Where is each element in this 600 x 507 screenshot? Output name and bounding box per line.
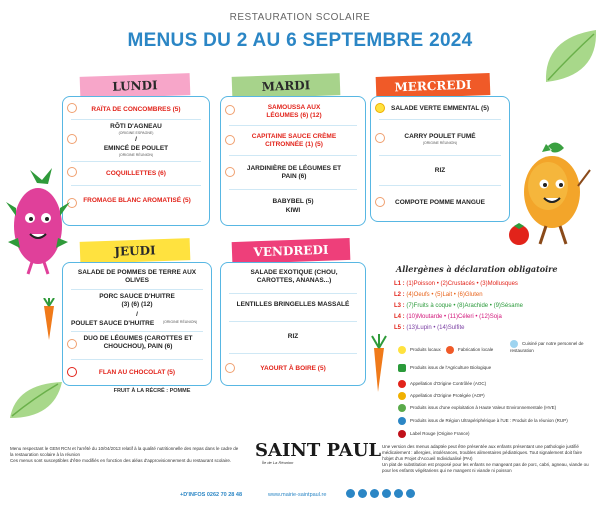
allergen-line: L3 : (7)Fruits à coque • (8)Arachide • (9)Sésame [394,303,523,309]
dish: SALADE EXOTIQUE (CHOU, CAROTTES, ANANAS...) [250,269,338,284]
symbol-hve: Produits issus d'une exploitation à Haute Valeur Environnementale (HVE) [398,404,556,412]
menu-card-mercredi [370,96,510,222]
separator [229,293,357,294]
dish: RÔTI D'AGNEAU [110,123,162,130]
separator [229,321,357,322]
allergen-line: L5 : (13)Lupin • (14)Sulfite [394,325,465,331]
hve-icon [398,404,406,412]
dish: BABYBEL (5) [272,198,314,205]
aoc-icon [398,380,406,388]
separator [71,161,201,162]
symbol-aop: Appellation d'Origine Protégée (AOP) [398,392,485,400]
local-icon [398,346,406,354]
dish: CARRY POULET FUMÉ [404,133,476,140]
local-product-icon [225,135,235,145]
allergen-line: L1 : (1)Poisson • (2)Crustacés • (3)Mollusques [394,281,518,287]
label-rouge-icon [398,430,406,438]
instagram-icon[interactable] [370,489,379,498]
separator [379,155,501,156]
day-tab-jeudi: JEUDI [80,238,191,264]
dish: / [135,136,137,143]
allergen-line: L2 : (4)Oeufs • (5)Lait • (6)Gluten [394,292,483,298]
separator [379,185,501,186]
dish-origin: (ORIGINE RÉUNION) [422,141,458,145]
local-product-icon [225,167,235,177]
leaf-icon [6,378,66,426]
chef-icon [510,340,518,348]
aop-icon [398,392,406,400]
snack-note: FRUIT À LA RÉCRÉ : POMME [113,388,191,394]
dish: JARDINIÈRE DE LÉGUMES ET PAIN (6) [246,165,342,180]
dish-origin: (ORIGINE RÉUNION) [118,153,154,157]
symbol-rup: Produits issus de Région Ultrapériphérique à l'UE : Produit de la réunion (RUP) [398,417,568,425]
factory-icon [446,346,454,354]
leaf-icon [540,28,600,88]
separator [71,331,203,332]
dish: COQUILLETTES (6) [106,170,166,177]
dragonfruit-mascot-illustration [2,168,72,278]
day-tab-vendredi: VENDREDI [232,238,351,264]
dish: LENTILLES BRINGELLES MASSALÉ [236,301,350,308]
symbol-bio: Produits issus de l'Agriculture Biologique [398,364,491,372]
dish: RAÏTA DE CONCOMBRES (5) [91,106,181,113]
allergen-line: L4 : (10)Moutarde • (11)Céleri • (12)Soja [394,314,502,320]
dish-origin: (ORIGINE RÉUNION) [163,320,198,324]
bio-icon [398,364,406,372]
dish: RIZ [434,167,446,174]
menu-card-vendredi [220,262,366,386]
dish: POULET SAUCE D'HUITRE [71,320,155,327]
symbol-aoc: Appellation d'Origine Contrôlée (AOC) [398,380,486,388]
note-right: Une version des menus adaptée peut être présentée aux enfants présentant une pathologie justifié médicalement : allergies, intolérances, troubles alimentaires pédiatriques. Tout signalement doit faire l'objet d'un Projet d'Accueil Individualisé (PAI) Un plat de substitution est proposé pour les enfants ne mangeant pas de porc, cabri, agneau, viande ou pour les enfants végétariens qui ne mangent ni viande ni poisson [382,444,589,473]
dish: FLAN AU CHOCOLAT (5) [98,369,176,376]
symbol-local: Produits locaux [398,346,441,354]
dish: PORC SAUCE D'HUITRE (3) (6) (12) [99,293,175,308]
dish-origin: (ORIGINE ESPAGNE) [118,131,154,135]
top-decoration [0,0,600,6]
day-tab-mardi: MARDI [232,73,341,99]
local-product-icon [225,105,235,115]
allergens-title: Allergènes à déclaration obligatoire [396,264,558,274]
footer-phone: +D'INFOS 0262 70 28 48 [180,492,242,498]
tomato-icon [506,220,532,246]
menu-card-lundi [62,96,210,226]
dish: / [136,311,138,318]
separator [71,359,203,360]
separator [71,185,201,186]
note-left: Menu respectant le GEM RCN et l'arrêté du 10/04/2013 relatif à la qualité nutritionnelle des repas dans le cadre de la restauration scolaire à la réunion Ces menus sont susceptibles d'être modifiés en fonction des aléas d'approvisionnement du restaurant scolaire. [10,446,239,463]
carrot-icon [38,298,60,342]
dish: EMINCÉ DE POULET [103,145,169,152]
facebook-icon[interactable] [358,489,367,498]
local-product-icon [67,339,77,349]
dish: FROMAGE BLANC AROMATISÉ (5) [83,197,191,204]
brand-logo: SAINT PAUL [255,440,382,461]
menu-card-jeudi [62,262,212,386]
symbol-label-rouge: Label Rouge (Origine France) [398,430,470,438]
dish: CAPITAINE SAUCE CRÈME CITRONNÉE (1) (5) [251,133,337,148]
dish: KIWI [285,207,301,214]
dish: COMPOTE POMME MANGUE [395,199,485,206]
carrot-icon [368,334,390,394]
separator [71,119,201,120]
dish: SALADE DE POMMES DE TERRE AUX OLIVES [77,269,197,284]
symbol-fabrication: Fabrication locale [446,346,493,354]
page-title: MENUS DU 2 AU 6 SEPTEMBRE 2024 [127,30,473,51]
day-tab-lundi: LUNDI [80,73,191,99]
separator [229,155,357,156]
dish: DUO DE LÉGUMES (CAROTTES ET CHOUCHOU), PAIN (6) [83,335,193,350]
menu-card-mardi [220,96,366,226]
dish: SAMOUSSA AUX LÉGUMES (6) (12) [266,104,322,119]
separator [71,289,203,290]
dish: SALADE VERTE EMMENTAL (5) [391,105,489,112]
day-tab-mercredi: MERCREDI [376,73,491,99]
linkedin-icon[interactable] [406,489,415,498]
symbol-cooked: Cuisiné par notre personnel de restauration [510,341,584,353]
separator [229,125,357,126]
x-icon[interactable] [382,489,391,498]
brand-tagline: Île de La Réunion [262,460,294,465]
separator [229,353,357,354]
footer-website-link[interactable]: www.mairie-saintpaul.re [268,492,327,498]
separator [379,119,501,120]
rup-icon [398,417,406,425]
separator [229,189,357,190]
social-icon[interactable] [346,489,355,498]
dish: RIZ [287,333,299,340]
youtube-icon[interactable] [394,489,403,498]
page-subtitle: RESTAURATION SCOLAIRE [229,12,371,23]
dish: YAOURT À BOIRE (5) [260,365,326,372]
